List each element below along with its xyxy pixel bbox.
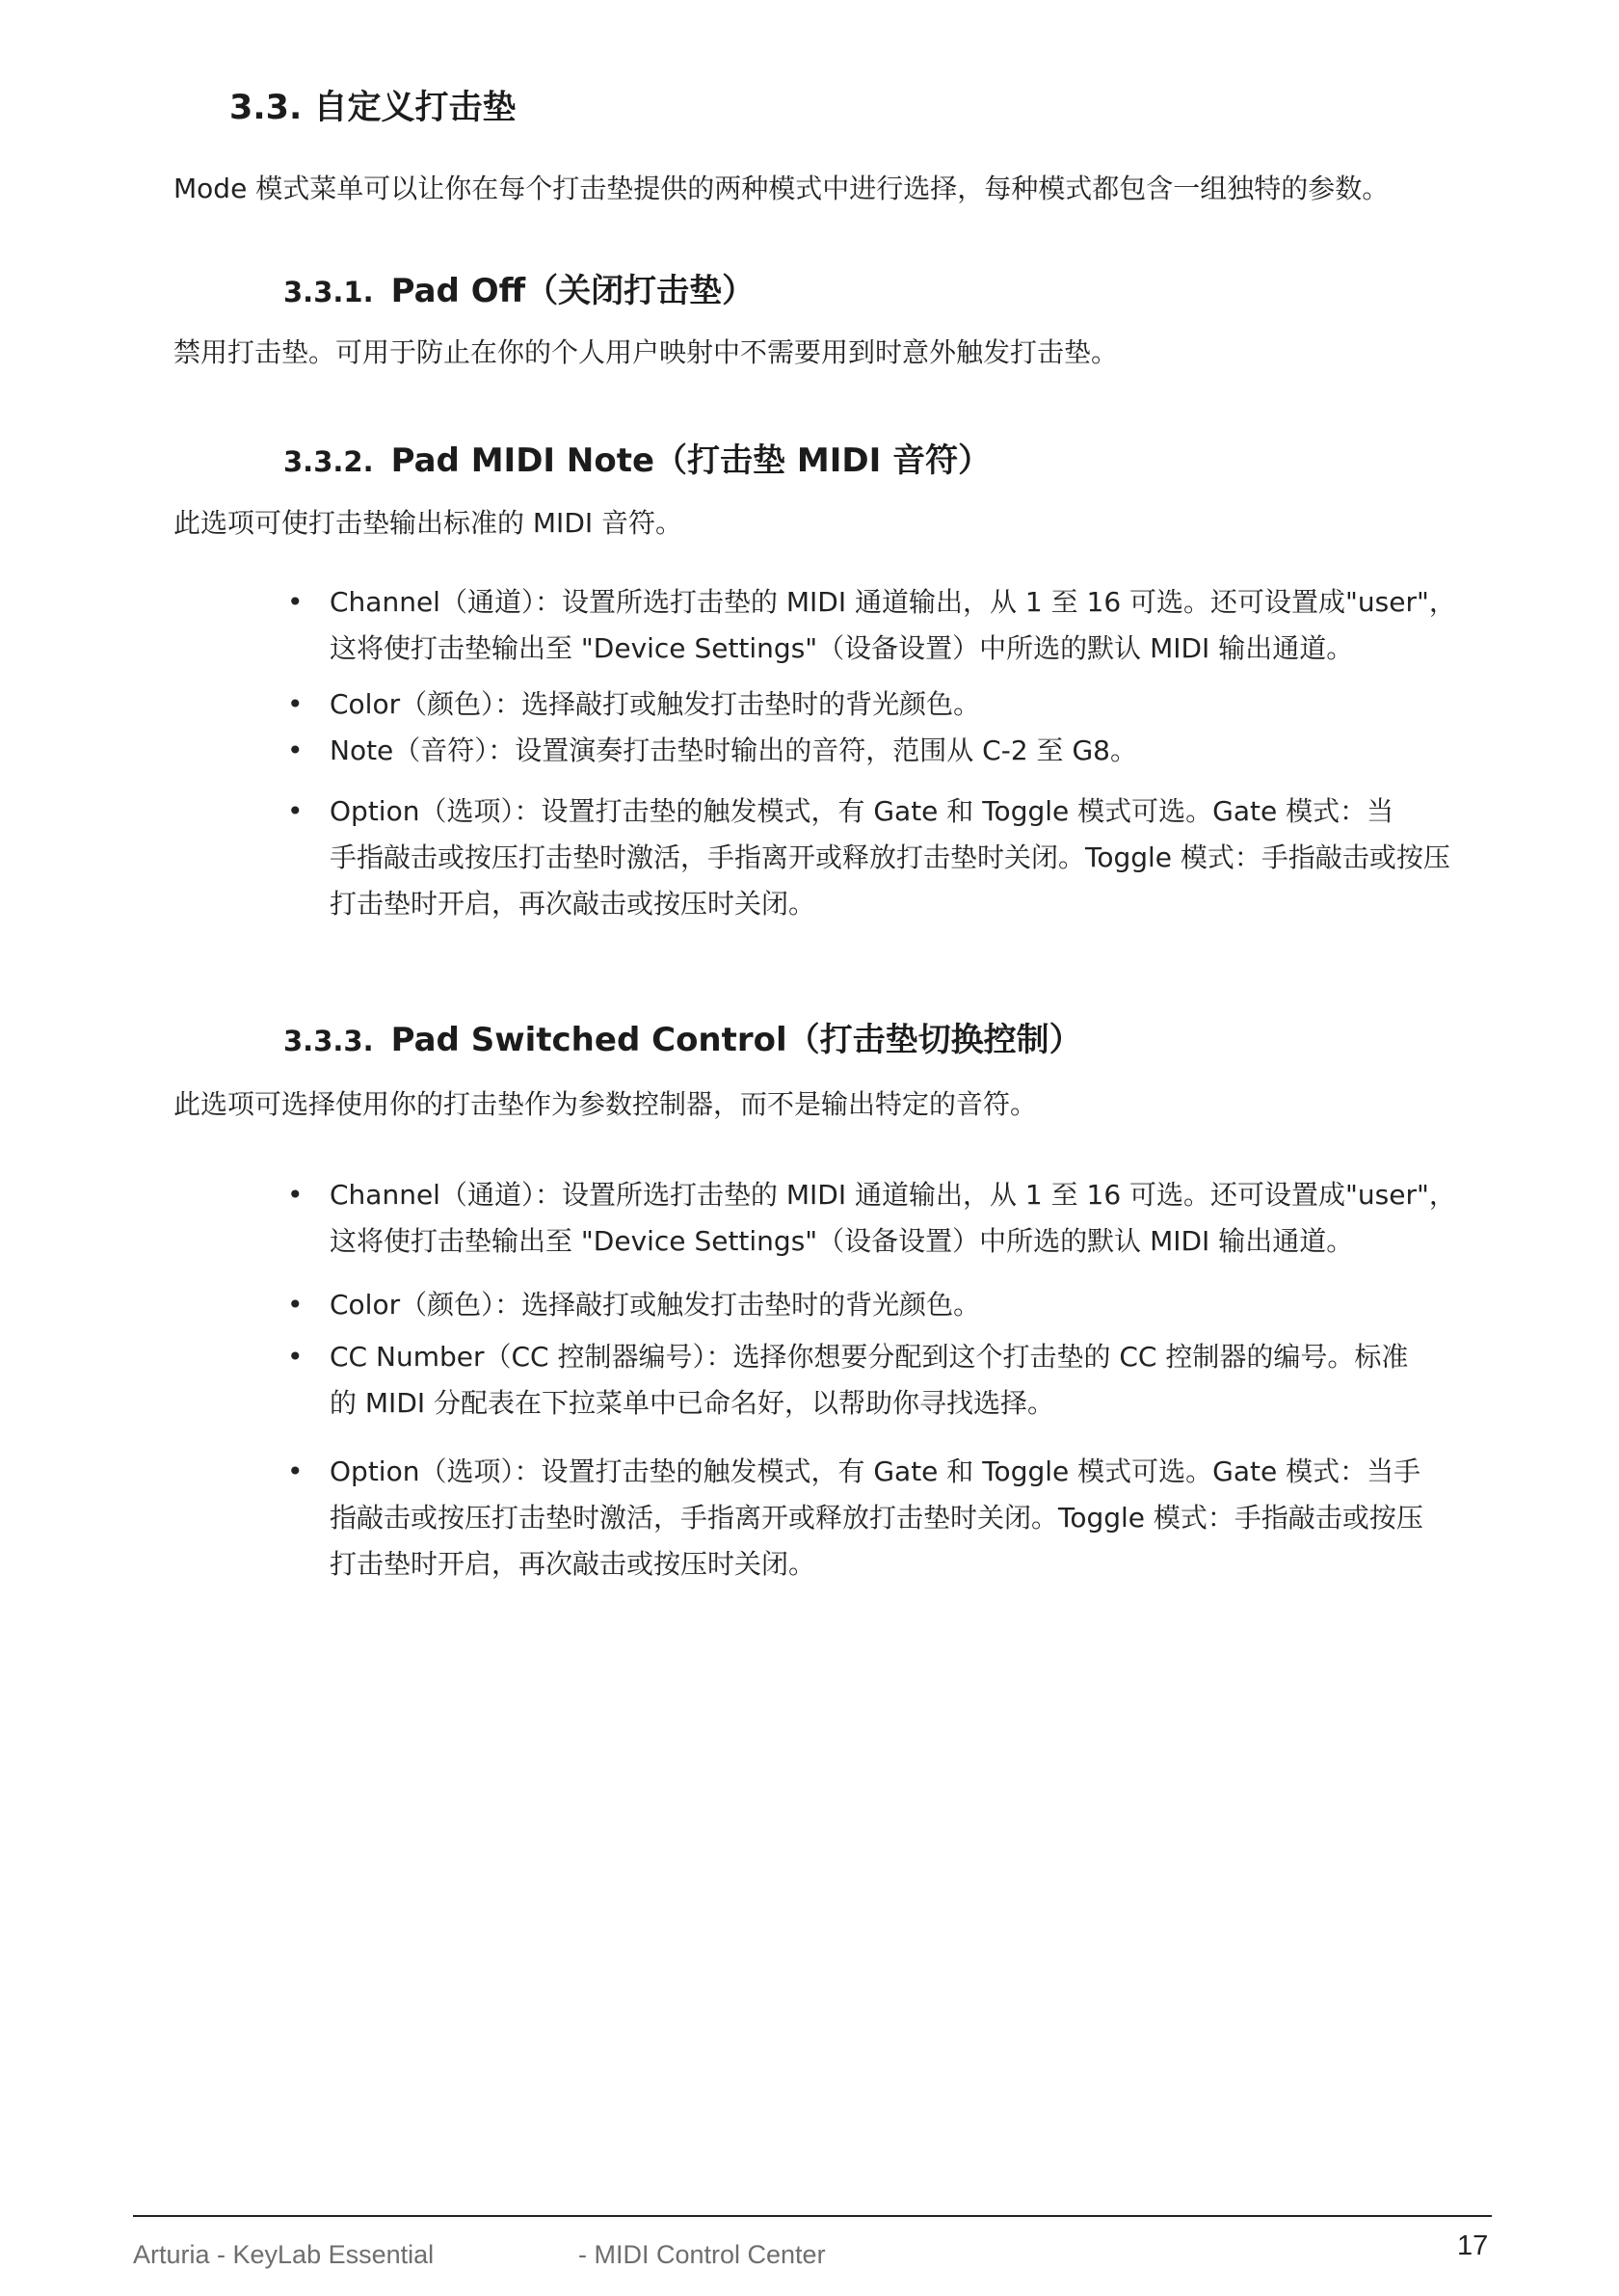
- list-item: • Color（颜色）：选择敲打或触发打击垫时的背光颜色。: [330, 1282, 980, 1328]
- subsection-number: 3.3.1.: [283, 276, 374, 308]
- bullet-icon: •: [287, 688, 304, 720]
- subsection-body-pad-switched-control: 此选项可选择使用你的打击垫作为参数控制器，而不是输出特定的音符。: [173, 1088, 1038, 1120]
- bullet-icon: •: [287, 795, 304, 827]
- bullet-icon: •: [287, 1179, 304, 1211]
- list-item: • CC Number（CC 控制器编号）：选择你想要分配到这个打击垫的 CC 控制器的编号。标准 的 MIDI 分配表在下拉菜单中已命名好，以帮助你寻找选择。: [330, 1334, 1408, 1427]
- list-item: • Channel（通道）：设置所选打击垫的 MIDI 通道输出，从 1 至 16 可选。还可设置成"user"， 这将使打击垫输出至 "Device Settings"（设备设置）中所选的默认 MIDI 输出通道。: [330, 579, 1456, 672]
- bullet-icon: •: [287, 586, 304, 618]
- list-item: • Option（选项）：设置打击垫的触发模式，有 Gate 和 Toggle 模式可选。Gate 模式：当 手指敲击或按压打击垫时激活，手指离开或释放打击垫时关闭。Toggle 模式：手指敲击或按压 打击垫时开启，再次敲击或按压时关闭。: [330, 788, 1450, 927]
- subsection-title: Pad Off（关闭打击垫）: [390, 272, 756, 310]
- list-item: • Color（颜色）：选择敲打或触发打击垫时的背光颜色。: [330, 681, 980, 728]
- subsection-heading-pad-midi-note: [283, 434, 991, 481]
- list-item: • Note（音符）：设置演奏打击垫时输出的音符，范围从 C-2 至 G8。: [330, 728, 1137, 774]
- list-item: • Channel（通道）：设置所选打击垫的 MIDI 通道输出，从 1 至 16 可选。还可设置成"user"， 这将使打击垫输出至 "Device Settings"（设备设置）中所选的默认 MIDI 输出通道。: [330, 1172, 1456, 1265]
- bullet-icon: •: [287, 1341, 304, 1373]
- subsection-number: 3.3.2.: [283, 445, 374, 478]
- subsection-title: Pad MIDI Note（打击垫 MIDI 音符）: [390, 441, 992, 480]
- subsection-heading-pad-off: [283, 264, 755, 311]
- section-intro: Mode 模式菜单可以让你在每个打击垫提供的两种模式中进行选择，每种模式都包含一组独特的参数。: [173, 173, 1390, 204]
- bullet-icon: •: [287, 734, 304, 766]
- bullet-icon: •: [287, 1455, 304, 1487]
- subsection-body-pad-off: 禁用打击垫。可用于防止在你的个人用户映射中不需要用到时意外触发打击垫。: [173, 336, 1119, 368]
- page-number: 17: [1457, 2230, 1489, 2261]
- subsection-number: 3.3.3.: [283, 1025, 374, 1057]
- footer-chapter: - MIDI Control Center: [578, 2240, 826, 2269]
- subsection-heading-pad-switched-control: [283, 1013, 1082, 1060]
- subsection-body-pad-midi-note: 此选项可使打击垫输出标准的 MIDI 音符。: [173, 507, 683, 539]
- footer-divider: [133, 2215, 1492, 2217]
- list-item: • Option（选项）：设置打击垫的触发模式，有 Gate 和 Toggle 模式可选。Gate 模式：当手 指敲击或按压打击垫时激活，手指离开或释放打击垫时关闭。Toggle 模式：手指敲击或按压 打击垫时开启，再次敲击或按压时关闭。: [330, 1449, 1423, 1588]
- subsection-title: Pad Switched Control（打击垫切换控制）: [390, 1021, 1082, 1059]
- section-heading: 3.3. 自定义打击垫: [229, 89, 517, 127]
- bullet-icon: •: [287, 1289, 304, 1321]
- footer-product: Arturia - KeyLab Essential: [133, 2240, 435, 2269]
